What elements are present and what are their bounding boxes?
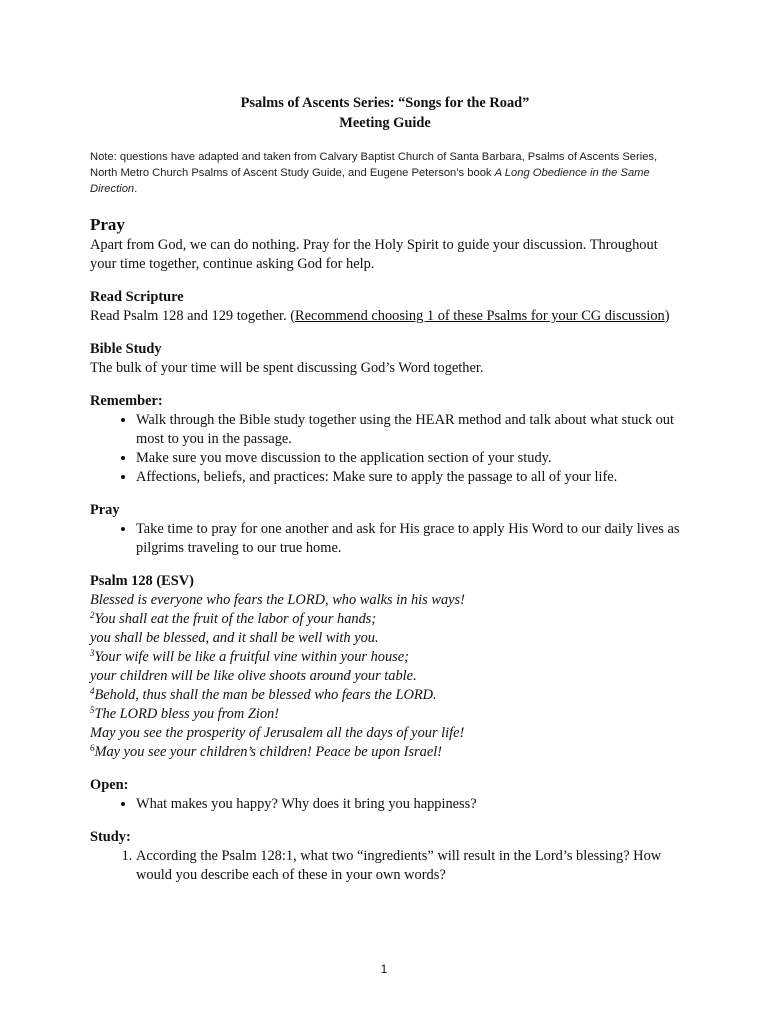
pray-heading: Pray [90,215,125,234]
note-prefix: Note: questions have adapted and taken from Calvary Baptist Church of Santa Barbara, Psalms of Ascents Series, North Metro Church Psalms of Ascent Study Guide, and Eugene Peterson’s book [90,151,658,179]
read-scripture-heading: Read Scripture [90,289,184,305]
psalm-line: $^3$Your wife will be like a fruitful vine within your house; [90,648,409,665]
remember-item: • Affections, beliefs, and practices: Make sure to apply the passage to all of your life. [136,468,680,487]
psalm-line: your children will be like olive shoots around your table. [90,668,417,684]
study-list [90,847,680,885]
psalm-line: Blessed is everyone who fears the LORD, who walks in his ways! [90,592,465,608]
verse-number: 4 [90,686,95,696]
remember-item: • Make sure you move discussion to the application section of your study. [136,449,680,468]
pray-heading-2: Pray [90,502,120,518]
title-line-2: Meeting Guide [339,115,431,131]
document-title [90,93,680,133]
psalm-line: $^5$The LORD bless you from Zion! [90,705,280,722]
psalm-line: you shall be blessed, and it shall be well with you. [90,630,379,646]
title-line-1: Psalms of Ascents Series: “Songs for the Road” [240,95,530,111]
psalm-line: $^2$You shall eat the fruit of the labor of your hands; [90,610,377,627]
bible-study-text: The bulk of your time will be spent discussing God’s Word together. [90,360,484,376]
document-content [90,93,680,885]
study-item: 1. According the Psalm 128:1, what two “ingredients” will result in the Lord’s blessing? How would you describe each of these in your own words? [136,847,680,885]
pray-item: • Take time to pray for one another and ask for His grace to apply His Word to our daily lives as pilgrims traveling to our true home. [136,520,680,558]
psalm-line: $^6$May you see your children’s children! Peace be upon Israel! [90,743,443,760]
note-book-title: A Long Obedience in the Same Direction [90,167,650,195]
verse-number: 3 [90,648,95,658]
note-suffix: . [134,183,138,195]
source-note [90,149,680,197]
open-heading: Open: [90,777,129,793]
pray-list [90,520,680,558]
study-heading: Study: [90,829,131,845]
read-scripture-text [90,307,680,326]
verse-number: 5 [90,705,95,715]
psalm-heading: Psalm 128 (ESV) [90,573,194,589]
open-item: • What makes you happy? Why does it bring you happiness? [136,795,680,814]
remember-list [90,411,680,487]
page-number: 1 [380,962,388,976]
psalm-text [90,591,680,762]
read-scripture-after: ) [664,308,670,324]
open-list [90,795,680,814]
psalm-line: $^4$Behold, thus shall the man be blessed who fears the LORD. [90,686,437,703]
psalm-line: May you see the prosperity of Jerusalem all the days of your life! [90,725,465,741]
pray-text: Apart from God, we can do nothing. Pray for the Holy Spirit to guide your discussion. Throughout your time together, continue asking God for help. [90,237,658,272]
remember-item: • Walk through the Bible study together using the HEAR method and talk about what stuck out most to you in the passage. [136,411,680,449]
bible-study-heading: Bible Study [90,341,162,357]
read-scripture-recommendation: Recommend choosing 1 of these Psalms for your CG discussion [295,308,665,324]
read-scripture-before: Read Psalm 128 and 129 together. ( [90,308,296,324]
verse-number: 2 [90,610,95,620]
remember-heading: Remember: [90,393,163,409]
verse-number: 6 [90,743,95,753]
